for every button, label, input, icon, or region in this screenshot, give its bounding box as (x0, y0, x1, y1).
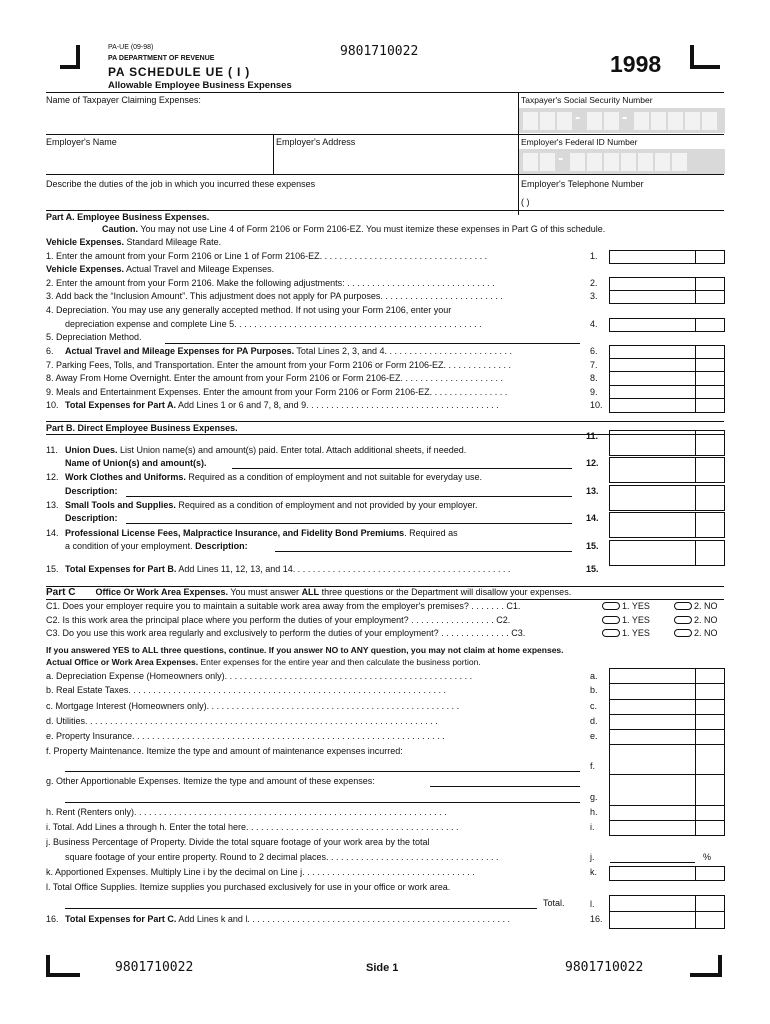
ref-k: k. (590, 867, 598, 877)
line-a: a. Depreciation Expense (Homeowners only). . . . . . . . . . . . . . . . . . . . . . . . . . . . . . . . . . . . . . . . . . . . . . . . . . (46, 671, 473, 681)
total-label: Total. (543, 898, 565, 908)
line-f: f. Property Maintenance. Itemize the type and amount of maintenance expenses incurred: (46, 746, 403, 756)
ref-9: 9. (590, 387, 598, 397)
depreciation-method-input[interactable] (165, 343, 580, 344)
phone-input[interactable]: ( ) (521, 197, 530, 207)
line-16: Add Lines k and l. . . . . . . . . . . . . . . . . . . . . . . . . . . . . . . . . . . . . . . . . . . . . . . . . . . . . (176, 914, 510, 924)
line-5: 5. Depreciation Method. (46, 332, 142, 342)
amount-14[interactable] (609, 512, 725, 538)
line-15-bold: Total Expenses for Part B. (65, 564, 177, 574)
ref-10: 10. (590, 400, 603, 410)
part-c-notice: If you answered YES to ALL three questions, continue. If you answer NO to ANY question, you may not claim at home expenses. (46, 645, 564, 655)
ssn-input[interactable]: - - (519, 108, 725, 133)
line-13: Required as a condition of employment and not provided by your employer. (175, 500, 478, 510)
employer-address-label: Employer's Address (276, 137, 356, 147)
amount-e[interactable] (609, 730, 725, 745)
ref-12: 12. (586, 458, 599, 468)
union-input[interactable] (232, 468, 572, 469)
part-c-label: Part C (46, 587, 76, 598)
line-8: 8. Away From Home Overnight. Enter the amount from your Form 2106 or Form 2106-EZ. . . . . . . . . . . . . . . . . . . . . (46, 373, 503, 383)
line-16-bold: Total Expenses for Part C. (65, 914, 177, 924)
other-expenses-input-2[interactable] (65, 802, 580, 803)
form-title: PA SCHEDULE UE ( I ) (108, 65, 251, 79)
c3-no-label: 2. NO (694, 628, 718, 638)
line-k: k. Apportioned Expenses. Multiply Line i by the decimal on Line j. . . . . . . . . . . . . . . . . . . . . . . . . . . . . . . . . . . (46, 867, 475, 877)
line-1: 1. Enter the amount from your Form 2106 or Line 1 of Form 2106-EZ. . . . . . . . . . . . . . . . . . . . . . . . . . . . . . . . . . (46, 251, 488, 261)
ref-2: 2. (590, 278, 598, 288)
duties-label: Describe the duties of the job in which you incurred these expenses (46, 179, 316, 189)
line-15: Add Lines 11, 12, 13, and 14. . . . . . . . . . . . . . . . . . . . . . . . . . . . . . . . . . . . . . . . . . . . (176, 564, 511, 574)
part-c-title: Office Or Work Area Expenses. (95, 587, 229, 597)
ref-a: a. (590, 671, 598, 681)
c2-no[interactable] (674, 614, 718, 628)
amount-4[interactable] (609, 318, 725, 332)
amount-16[interactable] (609, 912, 725, 929)
ref-3: 3. (590, 291, 598, 301)
ref-11: 11. (586, 431, 599, 441)
department: PA DEPARTMENT OF REVENUE (108, 55, 215, 62)
tools-input[interactable] (126, 523, 572, 524)
amount-d[interactable] (609, 715, 725, 730)
part-b-title: Part B. Direct Employee Business Expenses. (46, 423, 238, 433)
line-13-bold: Small Tools and Supplies. (65, 500, 176, 510)
supplies-input[interactable] (65, 908, 537, 909)
line-10-bold: Total Expenses for Part A. (65, 400, 177, 410)
ref-15b: 15. (586, 564, 599, 574)
part-c-intro2: three questions or the Department will disallow your expenses. (319, 587, 572, 597)
corner-mark-bottom-left (46, 955, 80, 977)
ref-7: 7. (590, 360, 598, 370)
amount-l[interactable] (609, 895, 725, 912)
ref-15: 15. (586, 541, 599, 551)
line-i: i. Total. Add Lines a through h. Enter the total here. . . . . . . . . . . . . . . . . . . . . . . . . . . . . . . . . . . . . . . . . . . (46, 822, 459, 832)
amount-6[interactable] (609, 345, 725, 359)
line-6: Total Lines 2, 3, and 4. . . . . . . . . . . . . . . . . . . . . . . . . . (294, 346, 513, 356)
amount-k[interactable] (609, 866, 725, 881)
c1-no[interactable] (674, 600, 718, 614)
c1-no-label: 2. NO (694, 601, 718, 611)
ref-4: 4. (590, 319, 598, 329)
ref-b: b. (590, 685, 598, 695)
line-g: g. Other Apportionable Expenses. Itemize the type and amount of these expenses: (46, 776, 375, 786)
c2-no-label: 2. NO (694, 615, 718, 625)
amount-15[interactable] (609, 540, 725, 566)
amount-2[interactable] (609, 277, 725, 291)
tax-year: 1998 (610, 51, 662, 77)
vehicle-sub: Standard Mileage Rate. (124, 237, 222, 247)
license-input[interactable] (275, 551, 572, 552)
ref-13: 13. (586, 486, 599, 496)
line-b: b. Real Estate Taxes. . . . . . . . . . . . . . . . . . . . . . . . . . . . . . . . . . . . . . . . . . . . . . . . . . . . . . . . . . . . . . . . (46, 685, 446, 695)
line-14: . Required as (404, 528, 458, 538)
actual-sub: Enter expenses for the entire year and then calculate the business portion. (198, 657, 481, 667)
c2-yes-label: 1. YES (622, 615, 650, 625)
other-expenses-input[interactable] (430, 786, 580, 787)
ref-l: l. (590, 899, 595, 909)
actual-heading: Actual Office or Work Area Expenses. (46, 657, 199, 667)
question-c2: C2. Is this work area the principal place where you perform the duties of your employment? . . . . . . . . . . . . . . . . . C2. (46, 615, 511, 625)
line-14-desc: Description: (195, 541, 248, 551)
taxpayer-name-label: Name of Taxpayer Claiming Expenses: (46, 95, 201, 105)
amount-i[interactable] (609, 821, 725, 836)
line-12-bold: Work Clothes and Uniforms. (65, 472, 186, 482)
c2-yes[interactable] (602, 614, 650, 628)
line-11-sub: Name of Union(s) and amount(s). (65, 458, 207, 468)
amount-12[interactable] (609, 457, 725, 483)
barcode-top: 9801710022 (340, 44, 419, 59)
amount-3[interactable] (609, 291, 725, 305)
line-4a: 4. Depreciation. You may use any generally accepted method. If not using your Form 2106, enter your (46, 305, 452, 315)
ref-h: h. (590, 807, 598, 817)
line-3: 3. Add back the “Inclusion Amount”. This adjustment does not apply for PA purposes. . . . . . . . . . . . . . . . . . . . . . . . . (46, 291, 503, 301)
ref-8: 8. (590, 373, 598, 383)
page-side: Side 1 (366, 962, 399, 974)
corner-mark-top-left (60, 45, 80, 69)
ref-c: c. (590, 701, 598, 711)
barcode-bottom-right: 9801710022 (565, 960, 644, 975)
question-c3: C3. Do you use this work area regularly and exclusively to perform the duties of your employment? . . . . . . . . . . . . . . C3. (46, 628, 526, 638)
phone-label: Employer's Telephone Number (521, 179, 644, 189)
question-c1: C1. Does your employer require you to maintain a suitable work area away from the employer's premises? . . . . . . . C1. (46, 601, 521, 611)
c1-yes[interactable] (602, 600, 650, 614)
ref-6: 6. (590, 346, 598, 356)
percentage-input[interactable] (610, 862, 695, 863)
part-c-all: ALL (301, 587, 320, 597)
line-12: Required as a condition of employment and not suitable for everyday use. (185, 472, 483, 482)
line-e: e. Property Insurance. . . . . . . . . . . . . . . . . . . . . . . . . . . . . . . . . . . . . . . . . . . . . . . . . . . . . . . . . . . . . . . (46, 731, 445, 741)
amount-8[interactable] (609, 372, 725, 386)
ssn-label: Taxpayer's Social Security Number (521, 95, 653, 105)
c1-yes-label: 1. YES (622, 601, 650, 611)
amount-h[interactable] (609, 806, 725, 821)
ref-d: d. (590, 716, 598, 726)
line-12-desc: Description: (65, 486, 118, 496)
c3-no[interactable] (674, 627, 718, 641)
fein-input[interactable]: - (519, 149, 725, 174)
line-h: h. Rent (Renters only). . . . . . . . . . . . . . . . . . . . . . . . . . . . . . . . . . . . . . . . . . . . . . . . . . . . . . . . . . . . . . . (46, 807, 447, 817)
amount-10[interactable] (609, 399, 725, 413)
line-j: j. Business Percentage of Property. Divide the total square footage of your work area by the total (46, 837, 430, 847)
c3-yes[interactable] (602, 627, 650, 641)
line-2: 2. Enter the amount from your Form 2106. Make the following adjustments: . . . . . . . . . . . . . . . . . . . . . . . . . . . . . . (46, 278, 495, 288)
line-11: List Union name(s) and amount(s) paid. Enter total. Attach additional sheets, if needed. (117, 445, 467, 455)
corner-mark-top-right (690, 45, 720, 69)
amount-9[interactable] (609, 386, 725, 400)
ref-e: e. (590, 731, 598, 741)
line-l: l. Total Office Supplies. Itemize supplies you purchased exclusively for use in your office or work area. (46, 882, 451, 892)
line-7: 7. Parking Fees, Tolls, and Transportation. Enter the amount from your Form 2106 or Form 2106-EZ. . . . . . . . . . . . . . (46, 360, 512, 370)
ref-g: g. (590, 792, 598, 802)
maintenance-input[interactable] (65, 771, 580, 772)
vehicle-heading: Vehicle Expenses. (46, 237, 125, 247)
ref-j: j. (590, 852, 595, 862)
percent-sign: % (703, 852, 712, 862)
amount-g[interactable] (609, 775, 725, 806)
ref-1: 1. (590, 251, 598, 261)
amount-7[interactable] (609, 359, 725, 373)
part-c-intro: You must answer (228, 587, 302, 597)
fein-label: Employer's Federal ID Number (521, 137, 638, 147)
amount-f[interactable] (609, 745, 725, 775)
vehicle2-sub: Actual Travel and Mileage Expenses. (124, 264, 275, 274)
clothes-input[interactable] (126, 496, 572, 497)
ref-f: f. (590, 761, 596, 771)
line-10: Add Lines 1 or 6 and 7, 8, and 9. . . . . . . . . . . . . . . . . . . . . . . . . . . . . . . . . . . . . . . (176, 400, 499, 410)
vehicle2-heading: Vehicle Expenses. (46, 264, 125, 274)
line-11-bold: Union Dues. (65, 445, 118, 455)
part-a-title: Part A. Employee Business Expenses. (46, 212, 210, 222)
caution-label: Caution. (102, 224, 138, 234)
amount-c[interactable] (609, 700, 725, 716)
line-14-bold: Professional License Fees, Malpractice Insurance, and Fidelity Bond Premiums (65, 528, 405, 538)
line-9: 9. Meals and Entertainment Expenses. Enter the amount from your Form 2106 or Form 2106-EZ. . . . . . . . . . . . . . . . (46, 387, 508, 397)
amount-a[interactable] (609, 668, 725, 684)
corner-mark-bottom-right (690, 955, 722, 977)
ref-16: 16. (590, 914, 603, 924)
amount-1[interactable] (609, 250, 725, 264)
amount-13[interactable] (609, 485, 725, 511)
caution-text: You may not use Line 4 of Form 2106 or Form 2106-EZ. You must itemize these expenses in Part G of this schedule. (138, 224, 606, 234)
ref-i: i. (590, 822, 595, 832)
ref-14: 14. (586, 513, 599, 523)
line-13-desc: Description: (65, 513, 118, 523)
line-6-bold: Actual Travel and Mileage Expenses for PA Purposes. (65, 346, 295, 356)
line-4b: depreciation expense and complete Line 5. . . . . . . . . . . . . . . . . . . . . . . . . . . . . . . . . . . . . . . . . . . . . . . . . . (65, 319, 482, 329)
form-subtitle: Allowable Employee Business Expenses (108, 80, 292, 91)
amount-b[interactable] (609, 684, 725, 700)
line-d: d. Utilities. . . . . . . . . . . . . . . . . . . . . . . . . . . . . . . . . . . . . . . . . . . . . . . . . . . . . . . . . . . . . . . . . . . . . . . (46, 716, 438, 726)
form-id: PA-UE (09-98) (108, 44, 154, 51)
line-j2: square footage of your entire property. Round to 2 decimal places. . . . . . . . . . . . . . . . . . . . . . . . . . . . . . . . . . . (65, 852, 499, 862)
c3-yes-label: 1. YES (622, 628, 650, 638)
line-c: c. Mortgage Interest (Homeowners only). . . . . . . . . . . . . . . . . . . . . . . . . . . . . . . . . . . . . . . . . . . . . . . . . . . (46, 701, 460, 711)
line-14b: a condition of your employment. (65, 541, 196, 551)
barcode-bottom-left: 9801710022 (115, 960, 194, 975)
employer-name-label: Employer's Name (46, 137, 117, 147)
amount-11[interactable] (609, 430, 725, 456)
